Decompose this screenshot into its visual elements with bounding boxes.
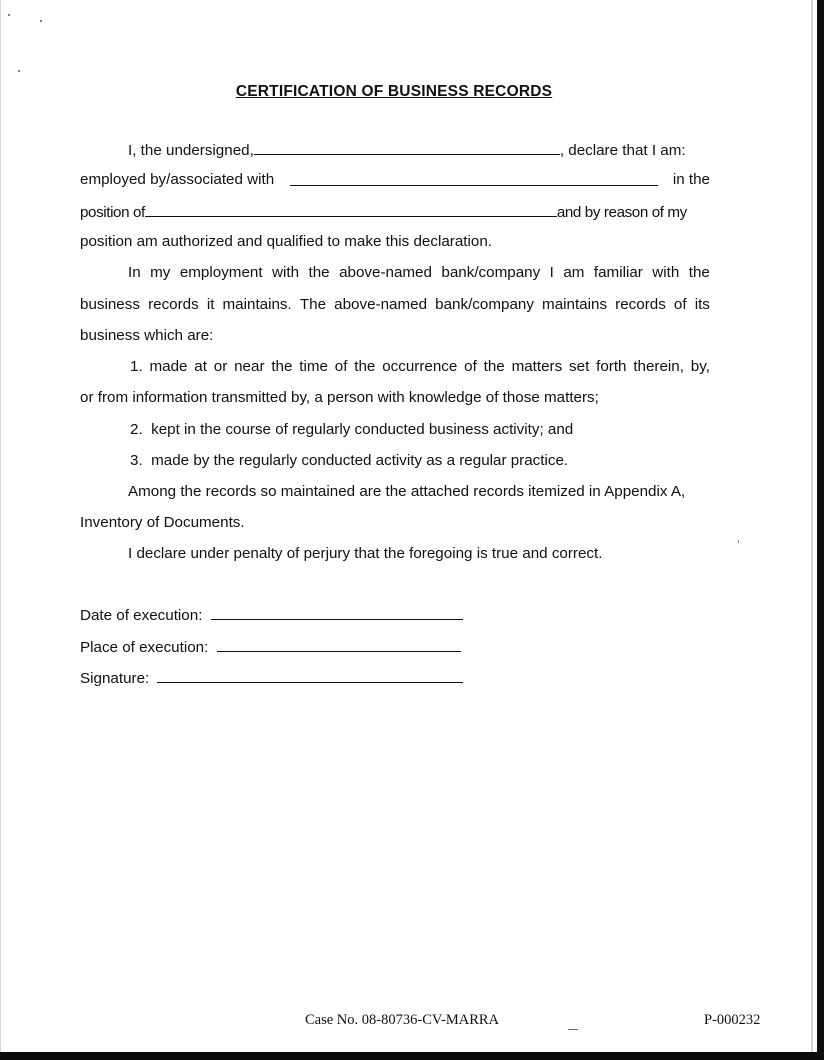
word: at <box>194 358 207 375</box>
word: familiar <box>593 264 643 281</box>
word: maintains. <box>222 296 292 313</box>
document-title: CERTIFICATION OF BUSINESS RECORDS <box>235 83 553 100</box>
word: the <box>354 358 376 375</box>
undersigned-label: I, the undersigned, <box>128 142 254 159</box>
signature-field[interactable] <box>157 668 463 683</box>
word: with <box>272 264 300 281</box>
word: the <box>688 264 710 281</box>
paragraph3-line2: Inventory of Documents. <box>80 514 245 531</box>
word: time <box>299 358 328 375</box>
word: of <box>334 358 348 375</box>
paragraph1-line4: position am authorized and qualified to make this declaration. <box>80 233 492 250</box>
scan-speck <box>40 20 42 22</box>
word: of <box>464 358 477 375</box>
word: occurrence <box>382 358 458 375</box>
word: near <box>234 358 265 375</box>
word: maintains <box>542 296 608 313</box>
page-id: P-000232 <box>704 1012 761 1028</box>
word: it <box>206 296 215 313</box>
in-the-label: in the <box>672 171 710 188</box>
word: the <box>271 358 293 375</box>
position-title-field[interactable] <box>145 202 557 217</box>
word: made <box>149 358 188 375</box>
word: am <box>563 264 585 281</box>
word: records <box>615 296 666 313</box>
employer-name-field[interactable] <box>290 171 658 186</box>
word: or <box>213 358 228 375</box>
employer-label: employed by/associated with <box>80 171 275 188</box>
item1-line1 <box>80 358 710 376</box>
word: by, <box>690 358 710 375</box>
paragraph2-line1 <box>80 264 710 282</box>
word: of <box>673 296 687 313</box>
scan-speck <box>18 70 20 72</box>
word: with <box>652 264 680 281</box>
word: bank/company <box>441 264 541 281</box>
date-of-execution-field[interactable] <box>211 605 463 620</box>
paragraph2-line2 <box>80 296 710 314</box>
scan-edge-left <box>0 0 1 1060</box>
scan-edge-bottom <box>0 1052 824 1060</box>
date-of-execution-label: Date of execution: <box>80 607 203 624</box>
case-number: Case No. 08-80736-CV-MARRA <box>305 1012 500 1028</box>
paragraph4-declaration: I declare under penalty of perjury that the foregoing is true and correct. <box>128 545 603 562</box>
word: the <box>308 264 330 281</box>
word: set <box>569 358 590 375</box>
word: 1. <box>130 358 143 375</box>
undersigned-name-field[interactable] <box>254 140 560 155</box>
position-label: position of <box>80 204 145 221</box>
word: The <box>299 296 327 313</box>
paragraph1-line3 <box>80 202 710 222</box>
signature-label: Signature: <box>80 670 150 687</box>
word: employment <box>179 264 263 281</box>
word: records <box>148 296 199 313</box>
word: I <box>549 264 554 281</box>
word: above-named <box>334 296 428 313</box>
word: In <box>128 264 141 281</box>
item3: 3. made by the regularly conducted activity as a regular practice. <box>130 452 569 469</box>
word: my <box>150 264 171 281</box>
by-reason-label: and by reason of my <box>556 204 687 221</box>
signature-row <box>80 668 463 688</box>
word: the <box>483 358 505 375</box>
word: forth <box>596 358 627 375</box>
paragraph1-line1 <box>80 140 710 160</box>
paragraph2-line3: business which are: <box>80 327 214 344</box>
scan-speck <box>738 540 739 543</box>
place-of-execution-field[interactable] <box>217 637 461 652</box>
place-of-execution-label: Place of execution: <box>80 639 209 656</box>
word: matters <box>511 358 563 375</box>
place-of-execution-row <box>80 637 461 657</box>
word: bank/company <box>435 296 534 313</box>
date-of-execution-row <box>80 605 463 625</box>
word: therein, <box>633 358 684 375</box>
paragraph1-line2 <box>80 171 710 189</box>
scan-edge-right <box>817 0 824 1060</box>
scan-speck <box>8 14 10 16</box>
paragraph3-line1: Among the records so maintained are the attached records itemized in Appendix A, <box>128 483 686 500</box>
word: business <box>80 296 140 313</box>
scan-mark <box>568 1029 578 1030</box>
declare-label: , declare that I am: <box>559 142 686 159</box>
item2: 2. kept in the course of regularly conducted business activity; and <box>130 421 574 438</box>
item1-line2: or from information transmitted by, a person with knowledge of those matters; <box>80 389 599 406</box>
word: its <box>694 296 710 313</box>
word: above-named <box>339 264 432 281</box>
